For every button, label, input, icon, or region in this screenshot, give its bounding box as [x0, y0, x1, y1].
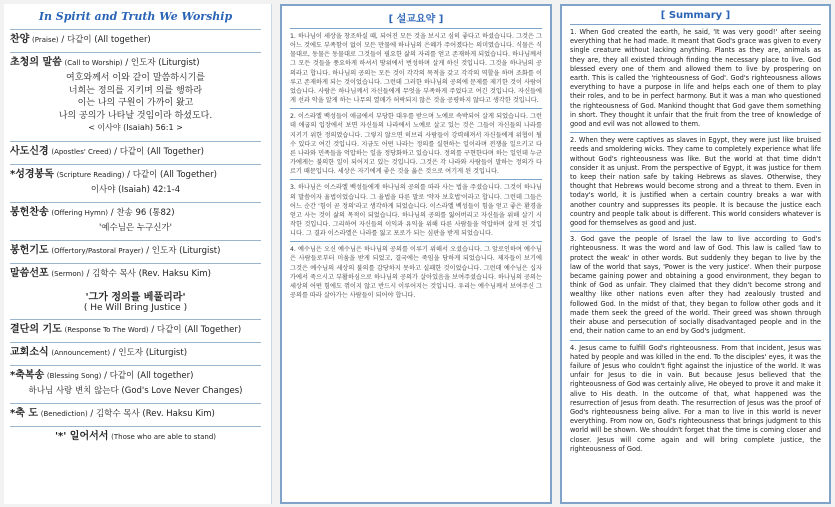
korean-paragraph-4: 4. 예수님은 오신 예수님은 하나님의 공의를 이루기 위해서 오셨습니다. 그 앞로인하여 예수님은 사람들로부터 미움을 받게 되었고, 결국에는 죽임을 당하게 되었습니다. 제자들이 보기에 그것은 예수님의 세상의 불의를 감당하지 못하고 실패한 것이었습니다. 그런데 예수님은 십자가에서 죽으시고 부활하심으로 하나님의 공의가 살아있음을 보여주셨습니다. 하나님의 공의는 세상의 어떤 힘에도 꺾이지 않고 반드시 이루어지는 것입니다. 우리는 예수님께서 보여주신 그 공의를 따라 살아가는 사람들이 되어야 합니다.	[290, 246, 542, 300]
offertory-prayer-item: 봉헌기도 (Offertory/Pastoral Prayer) / 인도자 (Liturgist)	[10, 244, 221, 256]
divider	[10, 141, 261, 142]
praise-item: 찬양 (Praise) / 다같이 (All together)	[10, 34, 151, 45]
divider	[10, 342, 261, 343]
benediction-item: *축 도 (Benediction) / 김학수 목사 (Rev. Haksu Kim)	[10, 407, 215, 419]
divider	[10, 365, 261, 366]
offering-hymn-item: 봉헌찬송 (Offering Hymn) / 찬송 96 (통82)	[10, 206, 175, 218]
response-prayer-item: 결단의 기도 (Response To The Word) / 다같이 (All Together)	[10, 323, 242, 335]
korean-summary-heading: [ 설교요약 ]	[388, 14, 444, 25]
sermon-title-ko: '그가 정의를 베풀리라'	[85, 291, 186, 303]
divider	[570, 132, 821, 133]
divider	[10, 426, 261, 427]
divider	[570, 24, 821, 25]
korean-paragraph-2: 2. 이스라엘 백성들이 애굽에서 부당한 대우를 받으며 노예로 속박되어 살게 되었습니다. 그런데 애굽의 입장에서 보면 자신들의 나라에서 노예로 살고 있는 것은 그들이 자신들의 나라를 지키기 위한 정의였습니다. 그렇지 않으면 히브리 사람들이 강력해져서 자신들에게 위협이 될 수 있다고 여긴 것입니다. 지금도 어떤 나라는 정의를 실현하는 일이라며 전쟁을 일으키고 다른 나라와 민족들을 억압하는 일을 정당화하고 있습니다. 정의를 구현한다며 하는 일인데 누군가에게는 불의한 일이 되어지고 있는 것입니다. 그것은 각 나라와 사람들이 말하는 정의가 다르기 때문입니다. 세상은 자기에게 좋은 것을 옳은 것으로 여기게 된 것입니다.	[290, 113, 542, 176]
english-paragraph-4: 4. Jesus came to fulfill God's righteousness. From that incident, Jesus was hated by people and was killed in the end. To the disciples' eyes, it was the failure of Jesus who couldn't fight against the injustice of the world. It was unfair for Jesus to die in vain. But because Jesus believed that the righteousness of God was certainly alive, He obeyed to prove it and make it alive to His death. In the outcome of that, what happened was the resurrection of Jesus from death. The resurrection of Jesus was the proof of God's righteousness being alive. For a man to live in this world is never everything. From now on, God's righteousness that brings judgment to this world will be shown. We shouldn't forget that the time is coming closer and closer. Jesus will come again and will bring complete justice, the righteousness of God.	[570, 343, 821, 453]
divider	[10, 403, 261, 404]
divider	[10, 29, 261, 30]
english-paragraph-2: 2. When they were captives as slaves in Egypt, they were just like bruised reeds and smoldering wicks. They came to completely experience what life without God's righteousness was like. But the world at that time didn't consider it as unjust. From the perspective of Egypt, it was justice for them to keep their nation safe by taking Hebrews as slaves. Otherwise, they thought that Hebrews would become strong and a threat to them. Even in today's world, it is justified when a certain country breaks a war with another country and suppresses its people. It is because the justice each country and people talk about is different. This world considers whatever is good for themselves as good and just.	[570, 136, 821, 228]
call-to-worship-item: 초청의 말씀 (Call to Worship) / 인도자 (Liturgist)	[10, 57, 200, 68]
divider	[570, 340, 821, 341]
divider	[10, 202, 261, 203]
divider	[290, 241, 542, 242]
sermon-title-en: ( He Will Bring Justice )	[83, 302, 188, 313]
divider	[10, 240, 261, 241]
english-paragraph-3: 3. God gave the people of Israel the law to live according to God's righteousness. It was the word and law of God. This law is called 'law to protect the weak' in other words. But suddenly they began to live by the law of the world that says, 'Power is the very justice'. When their purpose became gaining power and obtaining a good environment, they began to think of God as unfair. They claimed that they didn't become strong and wealthy like other nations even after they had zealously trusted and followed God. In the midst of that, they began to follow other gods and it made them seek the greed of the world. Their greed was shown through their abuse and persecution of socially disadvantaged people and in the end, their nation came to an end by God's judgment.	[570, 235, 821, 336]
english-paragraph-1: 1. When God created the earth, he said, 'It was very good!' after seeing everything that he had made. It meant that God's grace was given to every single creature without lacking anything. Plants as they are, animals as they are, they all existed through finding the necessary place to live. God blessed every one of them and allowed them to live by prospering on earth. This is called the 'righteousness of God'. God's righteousness allows everything to have a purpose in life and helps each one of them to play their roles, and to be in perfect harmony. But it was a man who questioned the righteousness of God. Mankind thought that God gave them something in short. They thought it unfair that the fruit from the tree of knowledge of good and evil was not allowed to them.	[570, 28, 821, 129]
divider	[290, 28, 542, 29]
announcement-item: 교회소식 (Announcement) / 인도자 (Liturgist)	[10, 346, 188, 358]
divider	[10, 319, 261, 320]
divider	[10, 263, 261, 264]
call-to-worship-text: 여호와께서 이와 같이 말씀하시기를 너희는 정의를 지키며 의를 행하라 이는 나의 구원이 가까이 왔고 나의 공의가 나타날 것임이라 하셨도다. < 이사야 (Isaiah) 56:1 >	[58, 73, 213, 132]
sermon-summary-korean-panel	[280, 4, 552, 504]
offering-hymn-title: '예수님은 누구신가'	[98, 222, 173, 233]
sermon-item: 말씀선포 (Sermon) / 김학수 목사 (Rev. Haksu Kim)	[10, 267, 212, 279]
divider	[290, 179, 542, 180]
scripture-reading-item: *성경봉독 (Scripture Reading) / 다같이 (All Together)	[10, 168, 217, 180]
blessing-song-item: *축복송 (Blessing Song) / 다같이 (All together)	[10, 369, 194, 381]
worship-order-panel	[4, 4, 272, 504]
divider	[10, 52, 261, 53]
creed-item: 사도신경 (Apostles' Creed) / 다같이 (All Together)	[10, 145, 204, 157]
blessing-song-title: 하나님 사랑 변치 않는다 (God's Love Never Changes)	[28, 385, 243, 396]
english-summary-heading: [ Summary ]	[660, 10, 731, 21]
scripture-reference: 이사야 (Isaiah) 42:1-4	[90, 184, 181, 195]
divider	[10, 164, 261, 165]
divider	[570, 231, 821, 232]
korean-paragraph-3: 3. 하나님은 이스라엘 백성들에게 하나님의 공의를 따라 사는 법을 주셨습니다. 그것이 하나님의 말씀이자 율법이었습니다. 그 율법을 다른 말로 '약자 보호법'이라고 합니다. 그런데 그들은 어느 순간 '힘이 곧 정의'라고 생각하게 되었습니다. 이스라엘 백성들이 힘을 얻고 좋은 환경을 얻고 사는 것이 삶의 목적이 되었습니다. 하나님의 공의를 잃어버리고 자신들을 위해 살기 시작한 것입니다. 그리하여 자신들의 이익과 유익을 위해 다른 사람들을 억압하며 살게 된 것입니다. 그 결과 이스라엘은 나라를 잃고 포로가 되는 심판을 받게 되었습니다.	[290, 184, 542, 238]
stand-note: '*' 일어서서 (Those who are able to stand)	[54, 430, 217, 442]
divider	[290, 108, 542, 109]
sermon-summary-english-panel	[560, 4, 831, 504]
korean-paragraph-1: 1. 하나님이 세상을 창조하실 때, 되어진 모든 것을 보시고 심히 좋다고 하셨습니다. 그것은 그 어느 것에도 부족함이 없이 모든 만물에 하나님의 은혜가 주어졌다는 의미였습니다. 식물은 식물대로, 동물은 동물대로 그것들이 필요한 삶의 자리를 얻고 존재하게 되었습니다. 하나님께서 그 모든 것들을 풍요하게 하셔서 땅위에서 번성하며 살게 하신 것입니다. 그것을 하나님의 공의라고 합니다. 하나님의 공의는 모든 것이 각각의 목적을 갖고 각각의 역할을 하며 조화를 이루고 존재하게 되는 것이었습니다. 그런데 그러한 하나님의 공의에 문제를 제기한 것이 사람이었습니다. 사람은 하나님께서 자신들에게 무엇을 부족하게 주었다고 여긴 것입니다. 자신들에게 선과 악을 알게 하는 나무의 열매가 허락되지 않은 것을 공평하지 않다고 생각한 것입니다.	[290, 33, 542, 105]
bulletin-title: In Spirit and Truth We Worship	[38, 10, 233, 23]
